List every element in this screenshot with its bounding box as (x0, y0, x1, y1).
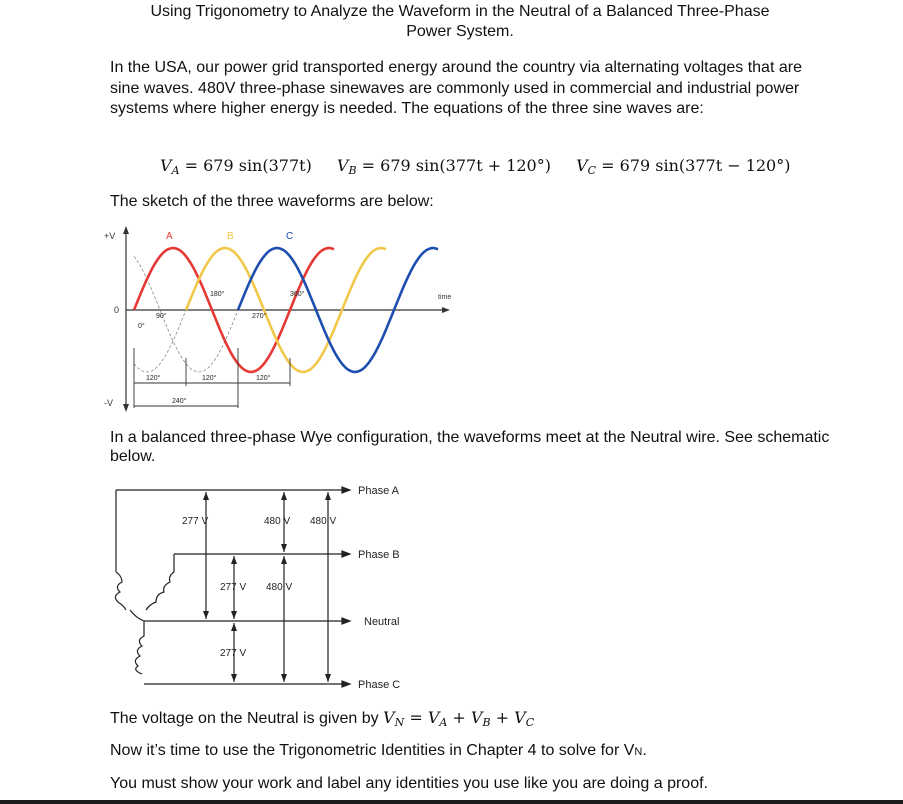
span-120-a-label: 120° (146, 375, 161, 382)
wye-paragraph: In a balanced three-phase Wye configuration, the waveforms meet at the Neutral wire. See schematic below. (110, 429, 830, 465)
equation-vc: $V_C = 679$ sin(377t − 120°) (576, 156, 791, 177)
neutral-eq-prefix: The voltage on the Neutral is given by (110, 710, 384, 727)
voltage-277-bottom: 277 V (220, 648, 247, 659)
wave-c-label: C (286, 231, 294, 242)
plus-v-label: +V (104, 231, 116, 241)
equation-vb: $V_B = 679$ sin(377t + 120°) (336, 156, 551, 177)
wye-schematic (114, 476, 434, 696)
deg-90-label: 90° (156, 313, 167, 320)
deg-0-label: 0° (138, 323, 145, 330)
wye-star-link (130, 610, 144, 621)
span-120-b-label: 120° (202, 375, 217, 382)
phase-equations (160, 156, 800, 177)
deg-270-label: 270° (252, 313, 267, 320)
span-120-c-label: 120° (256, 375, 271, 382)
span-240-label: 240° (172, 398, 187, 405)
time-label: time (438, 294, 452, 301)
coil-c-icon (135, 621, 144, 674)
three-phase-waveform-figure (104, 218, 474, 418)
coil-b-icon (146, 554, 174, 610)
voltage-277-top: 277 V (182, 516, 209, 527)
coil-a-icon (115, 572, 126, 610)
voltage-277-mid: 277 V (220, 582, 247, 593)
intro-paragraph: In the USA, our power grid transported energy around the country via alternating voltages that are sine waves. 480V three-phase sinewaves are commonly used in commercial and industrial power systems where higher energy is needed. The equations of the three sine waves are: (110, 59, 802, 117)
neutral-label: Neutral (364, 616, 400, 628)
wave-a-label: A (166, 231, 173, 242)
deg-360-label: 360° (290, 291, 305, 298)
wave-b-label: B (227, 231, 234, 242)
phase-a-label: Phase A (358, 485, 399, 497)
phase-c-arrow-icon (342, 681, 350, 687)
sketch-caption: The sketch of the three waveforms are below: (110, 193, 434, 210)
page-bottom-border (0, 800, 903, 804)
y-axis-arrow-down-icon (123, 404, 129, 412)
document-title (100, 2, 820, 42)
instruction-1: Now it’s time to use the Trigonometric Identities in Chapter 4 to solve for VN. (110, 742, 647, 759)
title-line-2: Power System. (406, 23, 514, 40)
deg-180-label: 180° (210, 291, 225, 298)
voltage-480-top-2: 480 V (310, 516, 337, 527)
zero-label: 0 (114, 305, 120, 315)
phase-a-arrow-icon (342, 487, 350, 493)
phase-c-label: Phase C (358, 679, 401, 691)
neutral-arrow-icon (342, 618, 350, 624)
neutral-equation: $V_N = V_A + V_B + V_C$ (383, 708, 535, 729)
instruction-2: You must show your work and label any identities you use like you are doing a proof. (110, 775, 708, 792)
y-axis-arrow-icon (123, 226, 129, 234)
equation-va: $V_A = 679$ sin(377t) (160, 156, 312, 177)
title-line-1: Using Trigonometry to Analyze the Waveform in the Neutral of a Balanced Three-Phase (150, 3, 770, 20)
phase-b-label: Phase B (358, 549, 400, 561)
voltage-480-top-1: 480 V (264, 516, 291, 527)
minus-v-label: -V (104, 398, 113, 408)
phase-b-arrow-icon (342, 551, 350, 557)
time-axis-arrow-icon (442, 307, 450, 313)
neutral-equation-line (110, 708, 534, 729)
voltage-480-mid: 480 V (266, 582, 293, 593)
